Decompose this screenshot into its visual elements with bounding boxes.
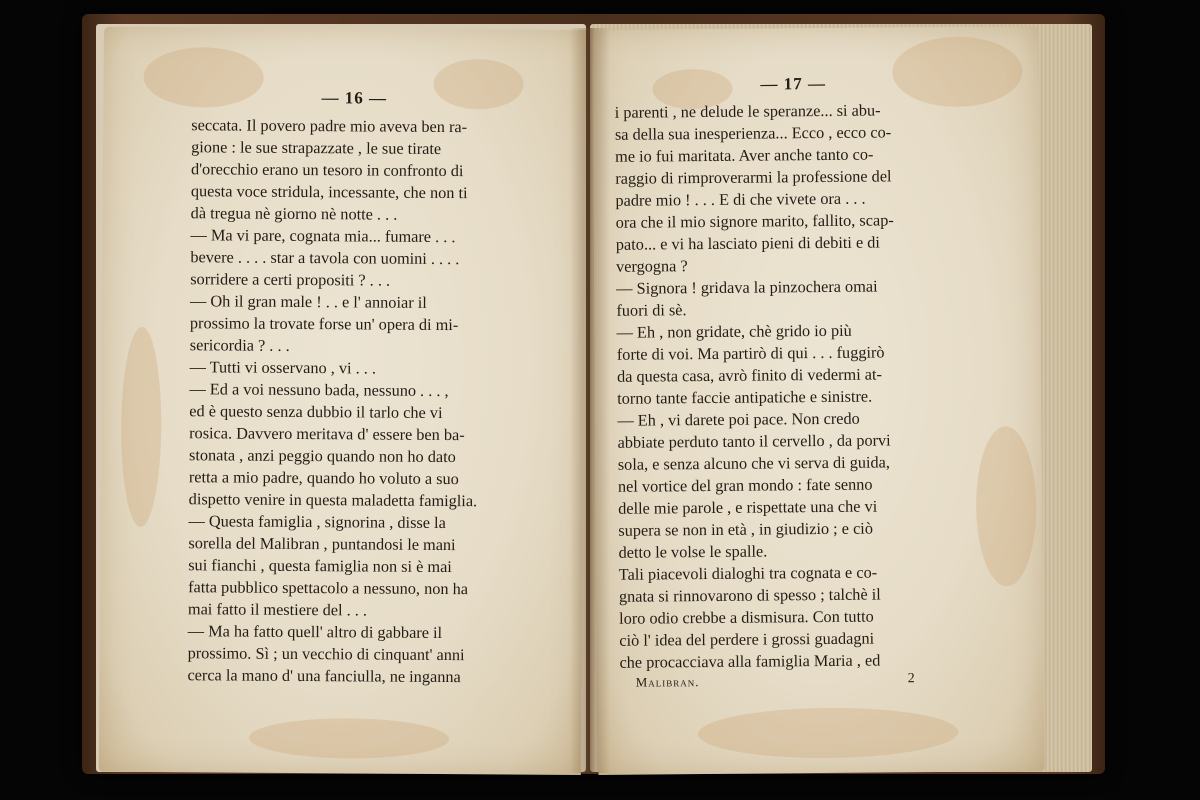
left-page-text-line: stonata , anzi peggio quando non ho dato <box>188 445 456 467</box>
right-page-text-line: detto le volse le spalle. <box>618 541 768 562</box>
left-page-text-line: sorella del Malibran , puntandosi le mani <box>188 533 456 555</box>
right-page-text-line: vergogna ? <box>615 256 688 276</box>
right-page-text-line: fuori di sè. <box>616 300 687 320</box>
right-page-text-line: gnata si rinnovarono di spesso ; talchè il <box>618 584 881 606</box>
left-page-text-line: mai fatto il mestiere del . . . <box>187 599 368 620</box>
right-page-text-line: raggio di rimproverarmi la professione del <box>615 166 892 188</box>
right-page-text-line: i parenti , ne delude le speranze... si abu- <box>614 100 881 122</box>
left-page-text-line: — Tutti vi osservano , vi . . . <box>189 357 377 378</box>
left-page-text-line: retta a mio padre, quando ho voluto a suo <box>188 467 459 489</box>
right-page-text-line: nel vortice del gran mondo : fate senno <box>617 474 873 496</box>
left-page-text-line: prossimo la trovate forse un' opera di mi- <box>189 313 459 335</box>
left-page <box>99 27 586 775</box>
right-page <box>592 26 1044 775</box>
left-page-text <box>187 114 479 688</box>
left-page-text-line: prossimo. Sì ; un vecchio di cinquant' anni <box>187 643 465 665</box>
left-page-text-line: seccata. Il povero padre mio aveva ben ra- <box>191 115 468 137</box>
left-page-text-line: rosica. Davvero meritava d' essere ben ba- <box>189 423 465 445</box>
right-page-text-line: me io fui maritata. Aver anche tanto co- <box>615 144 874 166</box>
left-page-text-line: fatta pubblico spettacolo a nessuno, non ha <box>188 577 469 599</box>
left-page-text-line: sui fianchi , questa famiglia non si è mai <box>188 555 452 577</box>
left-page-text-line: — Ma vi pare, cognata mia... fumare . . . <box>190 225 456 247</box>
left-page-text-line: d'orecchio erano un tesoro in confronto di <box>190 159 464 181</box>
right-page-text-line: delle mie parole , e rispettate una che vi <box>618 496 878 518</box>
right-page-text-line: supera se non in età , in giudizio ; e ciò <box>618 518 874 540</box>
left-page-text-line: — Ed a voi nessuno bada, nessuno . . . , <box>189 379 449 401</box>
left-page-text-line: — Oh il gran male ! . . e l' annoiar il <box>190 291 427 312</box>
right-page-text-line: — Eh , non gridate, chè grido io più <box>616 320 852 342</box>
left-page-text-line: questa voce stridula, incessante, che non ti <box>190 181 468 203</box>
right-page-text-line: da questa casa, avrò finito di vedermi at- <box>616 364 883 386</box>
right-page-text-line: che procacciava alla famiglia Maria , ed <box>619 650 881 672</box>
right-page-text-line: forte di voi. Ma partirò di qui . . . fuggirò <box>616 342 885 364</box>
right-page-text-line: sa della sua inesperienza... Ecco , ecco co- <box>614 122 892 144</box>
left-page-text-line: sorridere a certi propositi ? . . . <box>190 269 391 290</box>
right-page-text-line: torno tante faccie antipatiche e sinistre. <box>617 386 873 408</box>
right-page-text-line: padre mio ! . . . E di che vivete ora . . . <box>615 188 866 210</box>
signature-mark: Malibran. <box>635 674 700 690</box>
left-page-text-line: — Ma ha fatto quell' altro di gabbare il <box>187 621 443 643</box>
right-page-text-line: — Eh , vi darete poi pace. Non credo <box>617 408 860 430</box>
right-page-text-line: sola, e senza alcuno che vi serva di guida, <box>617 452 891 474</box>
left-page-text-line: dispetto venire in questa maladetta famiglia. <box>188 489 478 511</box>
left-page-text-line: bevere . . . . star a tavola con uomini . . . . <box>190 247 460 269</box>
right-page-text-line: — Signora ! gridava la pinzochera omai <box>616 276 878 298</box>
signature-number: 2 <box>907 671 915 687</box>
right-page-text-line: ciò l' idea del perdere i grossi guadagni <box>619 628 875 650</box>
left-page-text-line: gione : le sue strapazzate , le sue tirate <box>191 137 442 158</box>
right-page-text-line: Tali piacevoli dialoghi tra cognata e co- <box>618 562 878 584</box>
left-page-text-line: ed è questo senza dubbio il tarlo che vi <box>189 401 443 423</box>
left-page-text-line: cerca la mano d' una fanciulla, ne inganna <box>187 665 461 687</box>
left-page-text-line: dà tregua nè giorno nè notte . . . <box>190 203 398 224</box>
left-page-text-line: sericordia ? . . . <box>189 335 290 355</box>
right-page-text <box>615 99 898 673</box>
right-page-text-line: pato... e vi ha lasciato pieni di debiti e di <box>615 232 880 254</box>
right-page-number: — 17 — <box>760 73 827 94</box>
left-page-text-line: — Questa famiglia , signorina , disse la <box>188 511 446 533</box>
right-page-text-line: loro odio crebbe a dismisura. Con tutto <box>619 606 874 628</box>
right-page-text-line: abbiate perduto tanto il cervello , da porvi <box>617 430 891 452</box>
right-page-text-line: ora che il mio signore marito, fallito, scap- <box>615 210 894 232</box>
left-page-number: — 16 — <box>321 88 388 108</box>
